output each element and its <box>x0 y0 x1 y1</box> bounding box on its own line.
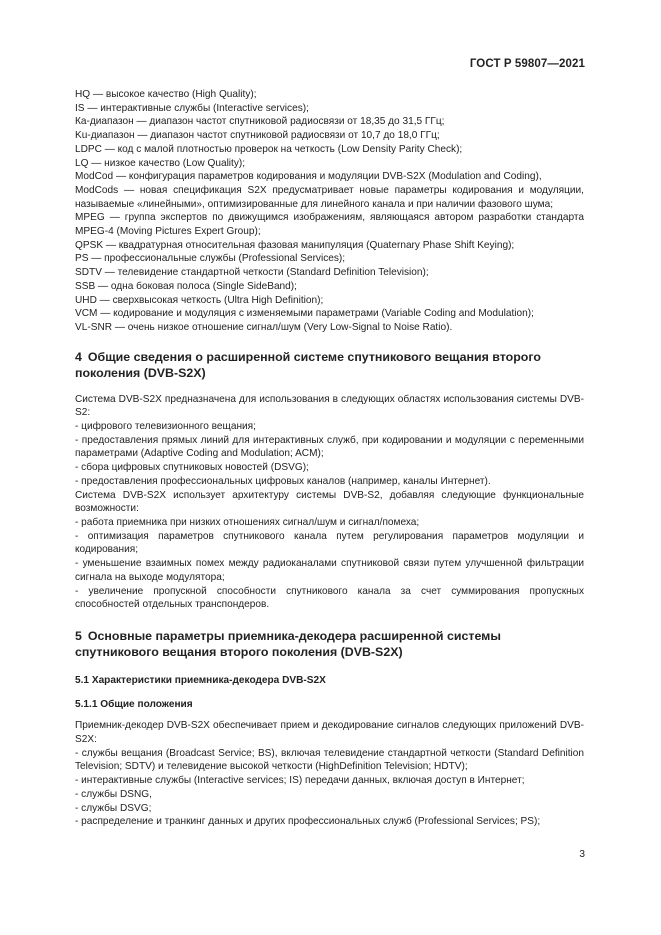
abbreviation-item: PS — профессиональные службы (Professional Services); <box>75 253 346 265</box>
abbreviation-item: LQ — низкое качество (Low Quality); <box>75 157 246 169</box>
abbreviation-item: LDPC — код с малой плотностью проверок на четкость (Low Density Parity Check); <box>75 143 463 155</box>
section-4-feature-item: - оптимизация параметров спутникового канала путем регулирования параметров модуляции и кодирования; <box>75 530 584 556</box>
section-5-heading <box>75 628 584 660</box>
section-5-item: - интерактивные службы (Interactive services; IS) передачи данных, включая доступ в Интернет; <box>75 775 525 787</box>
section-5-body <box>75 719 584 829</box>
section-5-item: - распределение и транкинг данных и других профессиональных служб (Professional Services; PS); <box>75 816 541 828</box>
section-5-item: - службы DSVG; <box>75 802 152 814</box>
abbreviation-item: HQ — высокое качество (High Quality); <box>75 89 257 100</box>
section-5-item: - службы DSNG, <box>75 788 152 800</box>
section-4-feature-item: - увеличение пропускной способности спутникового канала за счет суммирования пропускных способностей отдельных транспондеров. <box>75 585 584 611</box>
abbreviation-item: SDTV — телевидение стандартной четкости (Standard Definition Television); <box>75 267 429 279</box>
section-5-item: - службы вещания (Broadcast Service; BS), включая телевидение стандартной четкости (Standard Definition Television; SDTV) и телевидение высокой четкости (HighDefinition Television; HDTV); <box>75 747 584 773</box>
section-4-number: 4 <box>75 349 82 364</box>
abbreviation-item: MPEG — группа экспертов по движущимся изображениям, являющаяся автором разработки стандарта MPEG-4 (Moving Pictures Expert Group); <box>75 212 584 238</box>
page-number: 3 <box>579 849 585 860</box>
section-4-use-item: - цифрового телевизионного вещания; <box>75 421 256 433</box>
section-5-number: 5 <box>75 628 82 643</box>
abbreviation-item: Ku-диапазон — диапазон частот спутниковой радиосвязи от 10,7 до 18,0 ГГц; <box>75 130 440 142</box>
abbreviation-item: ModCod — конфигурация параметров кодирования и модуляции DVB-S2X (Modulation and Coding), <box>75 171 542 183</box>
subsection-5-1-1-heading: 5.1.1 Общие положения <box>75 698 193 710</box>
section-4-use-item: - сбора цифровых спутниковых новостей (DSVG); <box>75 462 309 474</box>
abbreviation-item: VCM — кодирование и модуляция с изменяемыми параметрами (Variable Coding and Modulation); <box>75 308 534 320</box>
section-4-intro: Система DVB-S2X предназначена для использования в следующих областях использования системы DVB-S2: <box>75 393 584 419</box>
section-4-title: Общие сведения о расширенной системе спутникового вещания второго поколения (DVB-S2X) <box>75 349 541 380</box>
abbreviation-item: Ка-диапазон — диапазон частот спутниковой радиосвязи от 18,35 до 31,5 ГГц; <box>75 116 445 128</box>
section-5-intro: Приемник-декодер DVB-S2X обеспечивает прием и декодирование сигналов следующих приложений DVB-S2X: <box>75 720 584 746</box>
document-id: ГОСТ Р 59807—2021 <box>469 58 585 70</box>
abbreviation-item: IS — интерактивные службы (Interactive services); <box>75 102 309 114</box>
section-5-title: Основные параметры приемника-декодера расширенной системы спутникового вещания второго поколения (DVB-S2X) <box>75 628 501 659</box>
abbreviation-item: ModCods — новая спецификация S2X предусматривает новые параметры кодирования и модуляции, называемые «линейными», оптимизированные для линейного канала и при наличии фазового шума; <box>75 184 584 210</box>
section-4-use-item: - предоставления прямых линий для интерактивных служб, при кодировании и модуляции с переменными параметрами (Adaptive Coding and Modulation; ACM); <box>75 434 584 460</box>
section-4-use-item: - предоставления профессиональных цифровых каналов (например, каналы Интернет). <box>75 475 491 487</box>
page-content <box>75 88 584 829</box>
abbreviation-item: VL-SNR — очень низкое отношение сигнал/шум (Very Low-Signal to Noise Ratio). <box>75 321 453 333</box>
section-4-body <box>75 393 584 612</box>
abbreviation-item: SSB — одна боковая полоса (Single SideBand); <box>75 280 297 292</box>
section-4-heading <box>75 349 584 381</box>
subsection-5-1-heading: 5.1 Характеристики приемника-декодера DVB-S2X <box>75 674 326 686</box>
section-4-feature-item: - работа приемника при низких отношениях сигнал/шум и сигнал/помеха; <box>75 516 420 528</box>
abbreviation-item: QPSK — квадратурная относительная фазовая манипуляция (Quaternary Phase Shift Keying); <box>75 239 515 251</box>
abbreviation-item: UHD — сверхвысокая четкость (Ultra High Definition); <box>75 294 324 306</box>
abbreviations-list <box>75 88 584 335</box>
section-4-features-intro: Система DVB-S2X использует архитектуру системы DVB-S2, добавляя следующие функциональные возможности: <box>75 489 584 515</box>
section-4-feature-item: - уменьшение взаимных помех между радиоканалами спутниковой связи путем улучшенной фильтрации сигнала на выходе модулятора; <box>75 558 584 583</box>
